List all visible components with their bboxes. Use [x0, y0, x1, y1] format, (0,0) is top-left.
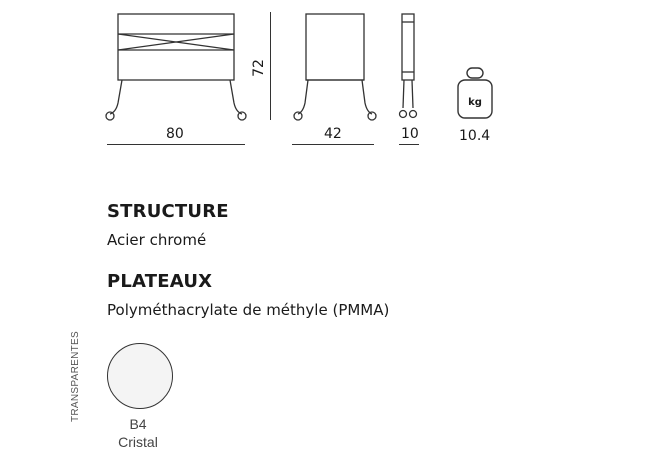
finish-swatch-cristal[interactable]	[107, 343, 173, 409]
folded-view-drawing	[396, 8, 420, 126]
finish-name: Cristal	[118, 434, 158, 450]
depth-dimension-line	[292, 144, 374, 145]
side-dimension-label: 10	[401, 126, 419, 142]
weight-icon	[456, 66, 494, 122]
weight-label: 10.4	[459, 128, 491, 144]
depth-dimension-label: 42	[324, 126, 342, 142]
weight-icon-text: kg	[468, 97, 482, 108]
height-dimension-label: 72	[250, 59, 267, 77]
structure-material: Acier chromé	[107, 231, 207, 249]
width-dimension-line	[107, 144, 245, 145]
finish-group-label: TRANSPARENTES	[70, 331, 81, 422]
height-dimension-line	[270, 12, 271, 120]
structure-heading: STRUCTURE	[107, 201, 229, 222]
plateaux-heading: PLATEAUX	[107, 271, 213, 292]
finish-code: B4	[129, 416, 147, 432]
side-dimension-line	[399, 144, 419, 145]
side-view-drawing	[290, 8, 380, 126]
plateaux-material: Polyméthacrylate de méthyle (PMMA)	[107, 301, 390, 319]
width-dimension-label: 80	[166, 126, 184, 142]
front-view-drawing	[100, 8, 250, 126]
